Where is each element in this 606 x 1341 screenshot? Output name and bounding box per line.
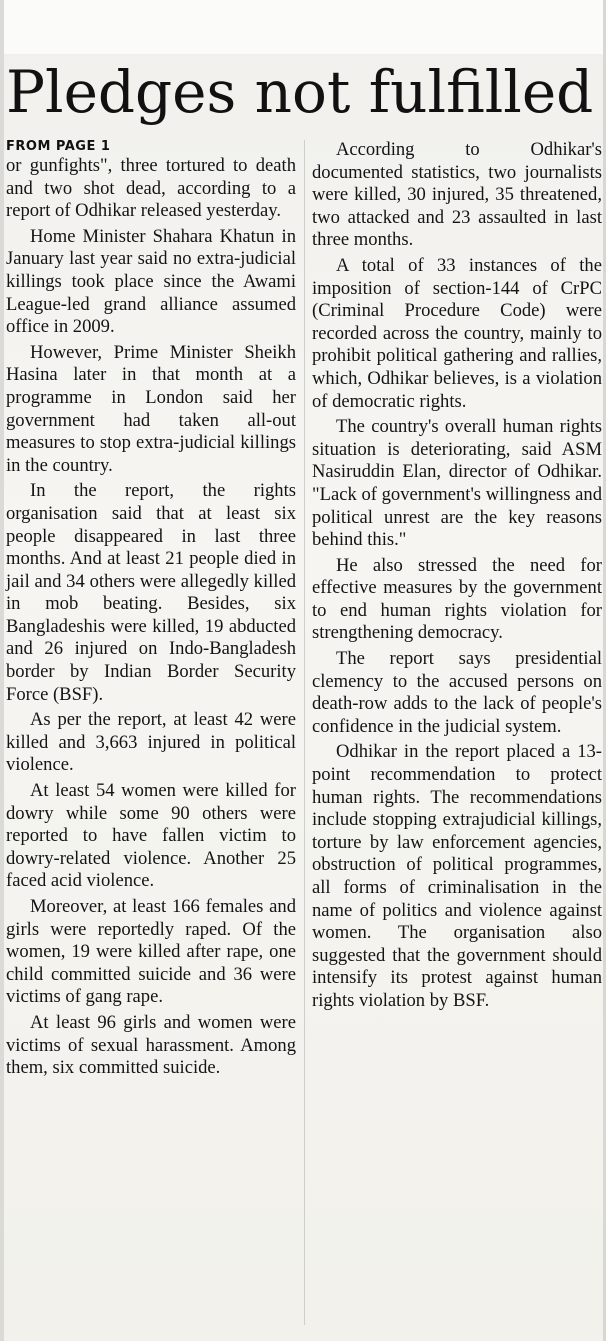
paragraph: He also stressed the need for effective measures by the government to end human rights violation for strengthening democracy. <box>312 554 602 644</box>
paragraph: According to Odhikar's documented statistics, two journalists were killed, 30 injured, 35 threatened, two attacked and 23 assaulted in last three months. <box>312 139 602 251</box>
paragraph: A total of 33 instances of the imposition of section-144 of CrPC (Criminal Procedure Code) were recorded across the country, mainly to prohibit political gathering and rallies, which, Odhikar believes, is a violation of democratic rights. <box>312 254 602 412</box>
paragraph: At least 96 girls and women were victims of sexual harassment. Among them, six committed suicide. <box>6 1011 296 1079</box>
paragraph: Moreover, at least 166 females and girls were reportedly raped. Of the women, 19 were killed after rape, one child committed suicide and 36 were victims of gang rape. <box>6 896 296 1008</box>
paragraph: In the report, the rights organisation said that at least six people disappeared in last three months. And at least 21 people died in jail and 34 others were allegedly killed in mob beating. Besides, six Bangladeshis were killed, 19 abducted and 26 injured on Indo-Bangladesh border by Indian Border Security Force (BSF). <box>6 480 296 705</box>
paragraph: Home Minister Shahara Khatun in January last year said no extra-judicial killings took place since the Awami League-led grand alliance assumed office in 2009. <box>6 225 296 338</box>
article-headline: Pledges not fulfilled <box>6 58 594 126</box>
jump-label: FROM PAGE 1 <box>6 139 111 154</box>
paragraph: The country's overall human rights situation is deteriorating, said ASM Nasiruddin Elan, director of Odhikar. "Lack of government's willingness and political unrest are the key reasons behind this." <box>312 416 602 551</box>
paper-left-edge <box>0 0 4 1341</box>
paragraph: At least 54 women were killed for dowry while some 90 others were reported to have fallen victim to dowry-related violence. Another 25 faced acid violence. <box>6 780 296 892</box>
paragraph: or gunfights", three tortured to death and two shot dead, according to a report of Odhikar released yesterday. <box>6 155 296 222</box>
paper-top-margin <box>0 0 606 54</box>
paragraph: However, Prime Minister Sheikh Hasina later in that month at a programme in London said her government had taken all-out measures to stop extra-judicial killings in the country. <box>6 341 296 476</box>
paragraph: The report says presidential clemency to the accused persons on death-row adds to the lack of people's confidence in the judicial system. <box>312 648 602 737</box>
article-column-right <box>312 139 602 1016</box>
article-column-left <box>6 139 296 1083</box>
paragraph: As per the report, at least 42 were killed and 3,663 injured in political violence. <box>6 709 296 776</box>
paragraph: Odhikar in the report placed a 13-point recommendation to protect human rights. The recommendations include stopping extrajudicial killings, torture by law enforcement agencies, obstruction of political programmes, all forms of criminalisation in the name of politics and violence against women. The organisation also suggested that the government should intensify its protest against human rights violation by BSF. <box>312 741 602 1011</box>
column-divider <box>304 140 305 1325</box>
